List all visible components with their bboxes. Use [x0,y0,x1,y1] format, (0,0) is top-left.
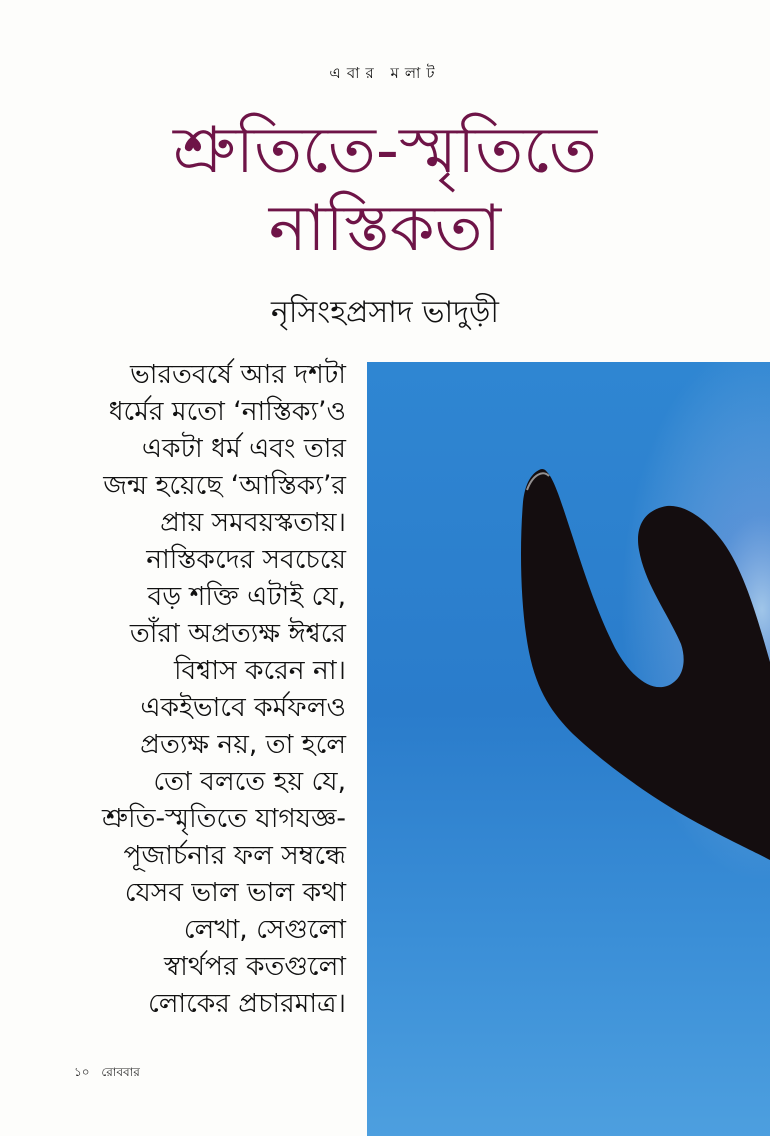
body-line: বিশ্বাস করেন না। [173,655,346,686]
body-line: লেখা, সেগুলো [183,914,346,945]
body-line: প্রায় সমবয়স্কতায়। [160,507,346,538]
publication-name: রোববার [101,1065,140,1079]
body-line: নাস্তিকদের সবচেয়ে [146,544,346,575]
page-footer [74,1064,140,1084]
hand-silhouette-illustration [367,362,770,1136]
author-byline: নৃসিংহপ্রসাদ ভাদুড়ী [270,295,499,330]
body-line: যেসব ভাল ভাল কথা [124,877,346,908]
headline-line-2: নাস্তিকতা [268,192,502,266]
body-line: স্বার্থপর কতগুলো [164,951,346,982]
article-headline [0,112,770,268]
body-line: শ্রুতি-স্মৃতিতে যাগযজ্ঞ- [102,803,346,834]
body-line: প্রত্যক্ষ নয়, তা হলে [140,729,346,760]
body-line: বড় শক্তি এটাই যে, [147,581,346,612]
section-kicker: এবার মলাট [329,64,441,82]
body-line: পূজার্চনার ফল সম্বন্ধে [123,840,346,871]
body-line: তো বলতে হয় যে, [153,766,346,797]
hand-silhouette-photo [367,362,770,1136]
article-body [40,356,346,1022]
body-line: একইভাবে কর্মফলও [140,692,346,723]
headline-line-1: শ্রুতিতে-স্মৃতিতে [172,114,598,188]
page-number: ১০ [74,1065,90,1079]
body-line: ভারতবর্ষে আর দশটা [130,359,346,390]
body-line: জন্ম হয়েছে ‘আস্তিক্য’র [103,470,346,501]
body-line: ধর্মের মতো ‘নাস্তিক্য’ও [108,396,346,427]
body-line: তাঁরা অপ্রত্যক্ষ ঈশ্বরে [129,618,346,649]
body-line: লোকের প্রচারমাত্র। [147,988,346,1019]
body-line: একটা ধর্ম এবং তার [141,433,346,464]
